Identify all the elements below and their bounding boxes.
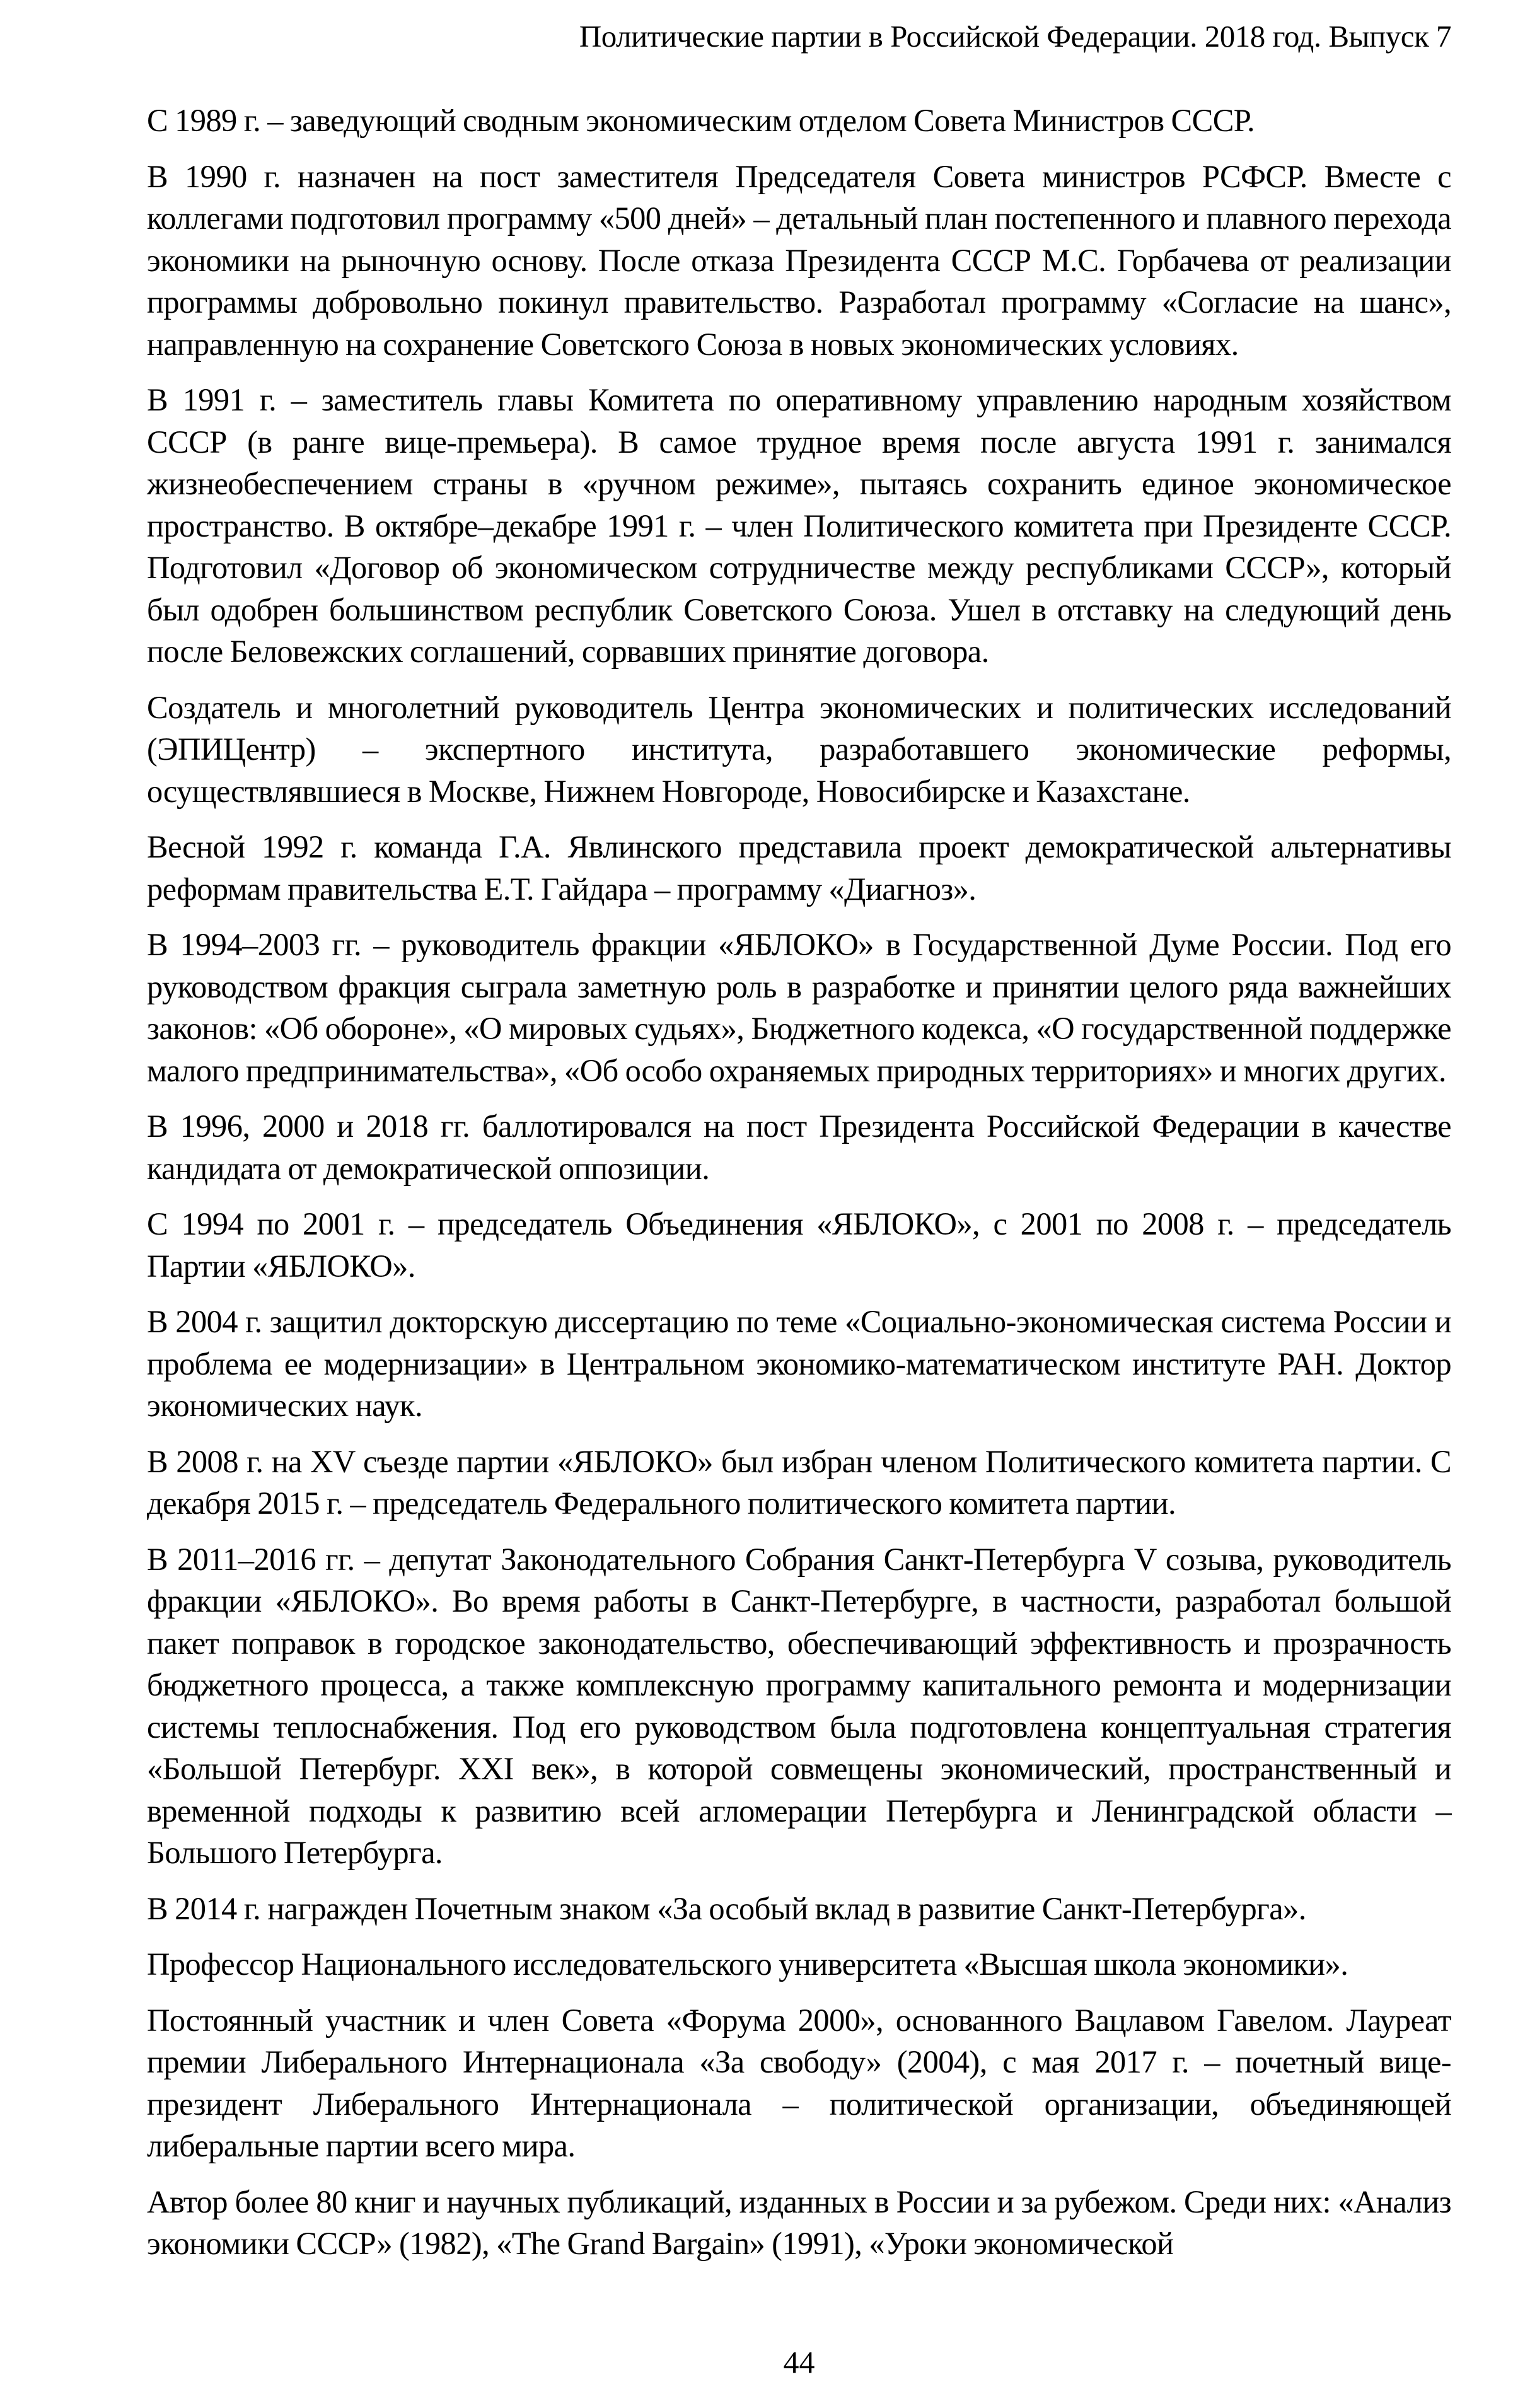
paragraph-dissertation: В 2004 г. защитил докторскую диссертацию по теме «Социально-экономическая система России и проблема ее модернизации» в Центральном экономико-математическом институте РАН. Доктор экономических наук. <box>147 1304 1451 1423</box>
paragraph-epicenter: Создатель и многолетний руководитель Центра экономических и политических исследований (ЭПИЦентр) – экспертного института, разработавшего экономические реформы, осуществлявшиеся в Москве, Нижнем Новгороде, Новосибирске и Казахстане. <box>147 689 1451 809</box>
paragraph-2008: В 2008 г. на XV съезде партии «ЯБЛОКО» был избран членом Политического комитета партии. С декабря 2015 г. – председатель Федерального политического комитета партии. <box>147 1443 1451 1521</box>
body-text <box>147 100 1451 2279</box>
page-number: 44 <box>783 2344 815 2380</box>
paragraph-1989: С 1989 г. – заведующий сводным экономическим отделом Совета Министров СССР. <box>147 103 1255 138</box>
paragraph-party-chair: С 1994 по 2001 г. – председатель Объединения «ЯБЛОКО», с 2001 по 2008 г. – председатель Партии «ЯБЛОКО». <box>147 1206 1451 1284</box>
paragraph-1992: Весной 1992 г. команда Г.А. Явлинского представила проект демократической альтернативы реформам правительства Е.Т. Гайдара – программу «Диагноз». <box>147 829 1451 907</box>
paragraph-1994-2003: В 1994–2003 гг. – руководитель фракции «ЯБЛОКО» в Государственной Думе России. Под его руководством фракция сыграла заметную роль в разработке и принятии целого ряда важнейших законов: «Об обороне», «О мировых судьях», Бюджетного кодекса, «О государственной поддержке малого предпринимательства», «Об особо охраняемых природных территориях» и многих других. <box>147 927 1451 1088</box>
paragraph-publications: Автор более 80 книг и научных публикаций, изданных в России и за рубежом. Среди них: «Анализ экономики СССР» (1982), «The Grand Bargain» (1991), «Уроки экономической <box>147 2184 1451 2261</box>
paragraph-1991: В 1991 г. – заместитель главы Комитета по оперативному управлению народным хозяйством СССР (в ранге вице-премьера). В самое трудное время после августа 1991 г. занимался жизнеобеспечением страны в «ручном режиме», пытаясь сохранить единое экономическое пространство. В октябре–декабре 1991 г. – член Политического комитета при Президенте СССР. Подготовил «Договор об экономическом сотрудничестве между республиками СССР», который был одобрен большинством республик Советского Союза. Ушел в отставку на следующий день после Беловежских соглашений, сорвавших принятие договора. <box>147 382 1451 669</box>
paragraph-2011-2016: В 2011–2016 гг. – депутат Законодательного Собрания Санкт-Петербурга V созыва, руководитель фракции «ЯБЛОКО». Во время работы в Санкт-Петербурге, в частности, разработал большой пакет поправок в городское законодательство, обеспечивающий эффективность и прозрачность бюджетного процесса, а также комплексную программу капитального ремонта и модернизации системы теплоснабжения. Под его руководством была подготовлена концептуальная стратегия «Большой Петербург. XXI век», в которой совмещены экономический, пространственный и временной подходы к развитию всей агломерации Петербурга и Ленинградской области – Большого Петербурга. <box>147 1541 1451 1870</box>
paragraph-professor: Профессор Национального исследовательского университета «Высшая школа экономики». <box>147 1946 1348 1982</box>
paragraph-2014-award: В 2014 г. награжден Почетным знаком «За особый вклад в развитие Санкт-Петербурга». <box>147 1890 1306 1926</box>
paragraph-presidential-runs: В 1996, 2000 и 2018 гг. баллотировался на пост Президента Российской Федерации в качестве кандидата от демократической оппозиции. <box>147 1108 1451 1186</box>
running-header: Политические партии в Российской Федерации. 2018 год. Выпуск 7 <box>579 19 1451 54</box>
paragraph-forum-2000: Постоянный участник и член Совета «Форума 2000», основанного Вацлавом Гавелом. Лауреат премии Либерального Интернационала «За свободу» (2004), с мая 2017 г. – почетный вице-президент Либерального Интернационала – политической организации, объединяющей либеральные партии всего мира. <box>147 2002 1451 2163</box>
paragraph-1990: В 1990 г. назначен на пост заместителя Председателя Совета министров РСФСР. Вместе с коллегами подготовил программу «500 дней» – детальный план постепенного и плавного перехода экономики на рыночную основу. После отказа Президента СССР М.С. Горбачева от реализации программы добровольно покинул правительство. Разработал программу «Согласие на шанс», направленную на сохранение Советского Союза в новых экономических условиях. <box>147 158 1451 362</box>
